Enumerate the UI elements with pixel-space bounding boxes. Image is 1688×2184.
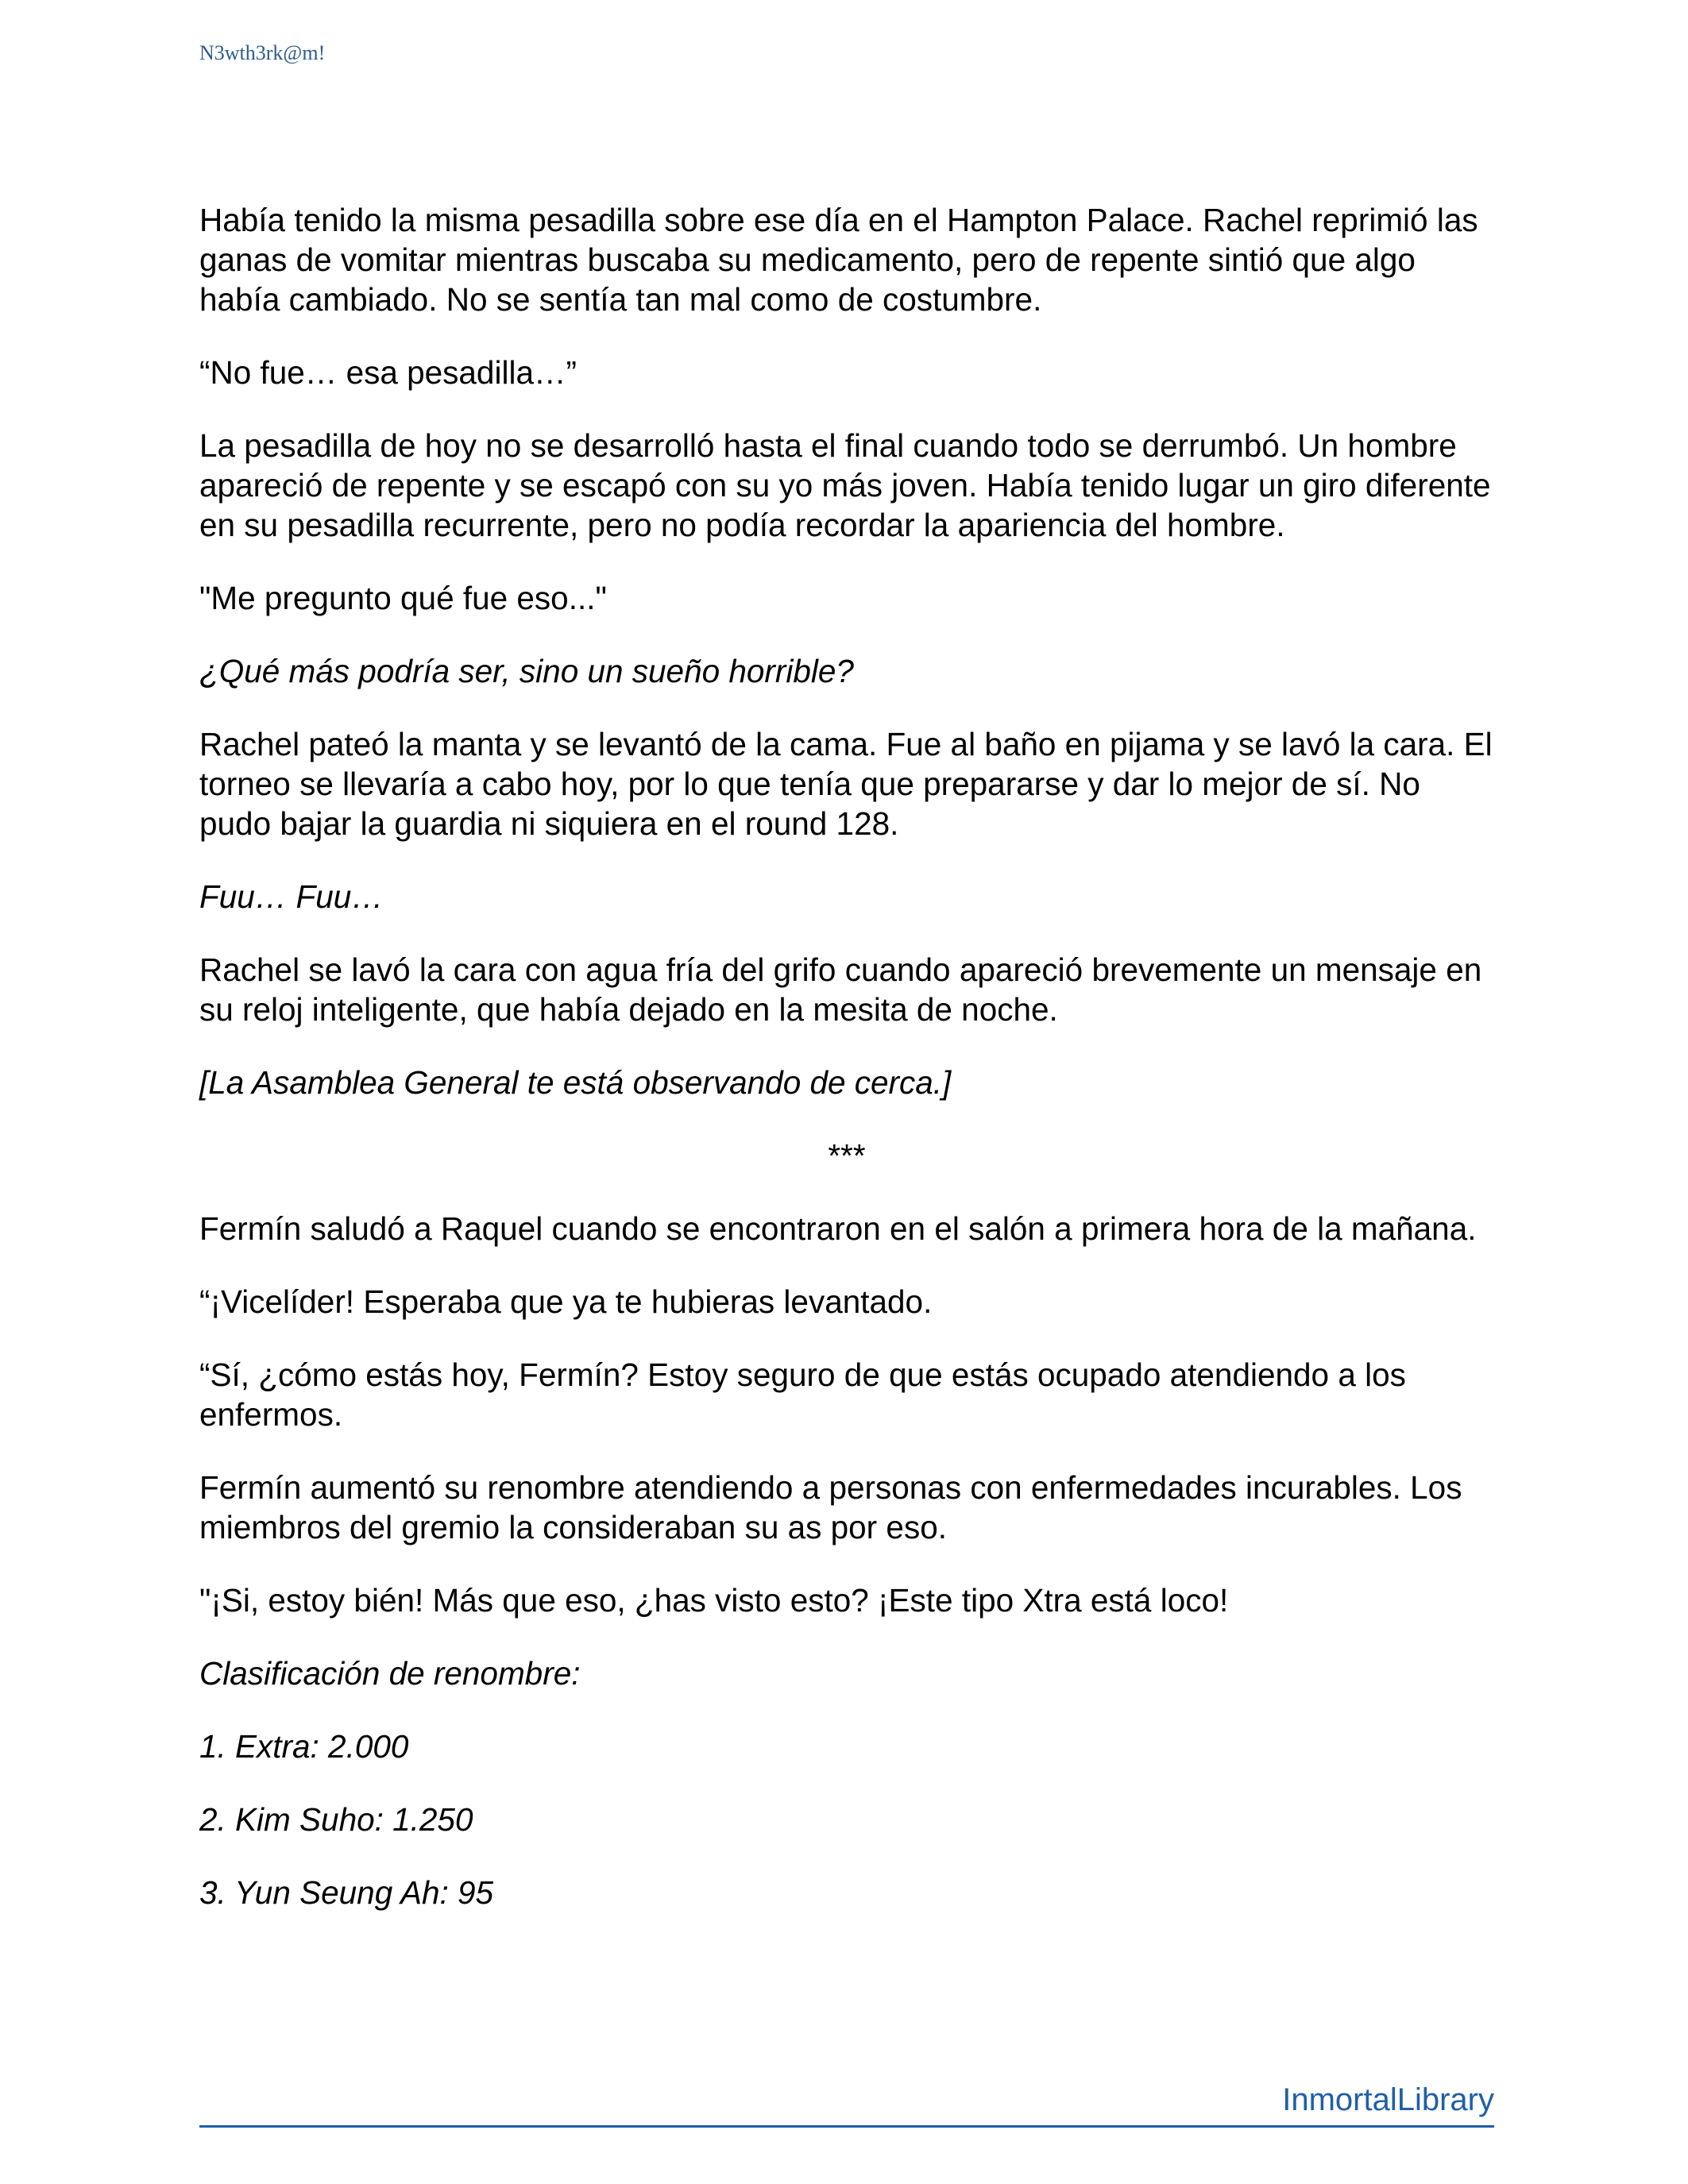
paragraph: Rachel se lavó la cara con agua fría del grifo cuando apareció brevemente un mensaje en su reloj inteligente, que había dejado en la mesita de noche. xyxy=(199,951,1482,1028)
ranking-item: 2. Kim Suho: 1.250 xyxy=(199,1801,473,1838)
paragraph: Fermín saludó a Raquel cuando se encontraron en el salón a primera hora de la mañana. xyxy=(199,1210,1477,1247)
paragraph: "¡Si, estoy bién! Más que eso, ¿has visto esto? ¡Este tipo Xtra está loco! xyxy=(199,1582,1229,1619)
paragraph: Rachel pateó la manta y se levantó de la cama. Fue al baño en pijama y se lavó la cara. El torneo se llevaría a cabo hoy, por lo que tenía que prepararse y dar lo mejor de sí. No pudo bajar la guardia ni siquiera en el round 128. xyxy=(199,726,1493,842)
paragraph-italic: Fuu… Fuu… xyxy=(199,878,384,915)
paragraph: “Sí, ¿cómo estás hoy, Fermín? Estoy seguro de que estás ocupado atendiendo a los enfermos. xyxy=(199,1356,1406,1433)
ranking-item: 3. Yun Seung Ah: 95 xyxy=(199,1874,494,1911)
paragraph: “No fue… esa pesadilla…” xyxy=(199,354,577,391)
ranking-heading: Clasificación de renombre: xyxy=(199,1655,581,1692)
footer-link[interactable]: InmortalLibrary xyxy=(1282,2082,1494,2117)
footer-rule xyxy=(199,2081,1494,2128)
paragraph: "Me pregunto qué fue eso..." xyxy=(199,580,607,616)
document-body xyxy=(199,200,1494,1946)
paragraph-italic: [La Asamblea General te está observando de cerca.] xyxy=(199,1064,952,1101)
paragraph: La pesadilla de hoy no se desarrolló hasta el final cuando todo se derrumbó. Un hombre apareció de repente y se escapó con su yo más joven. Había tenido lugar un giro diferente en su pesadilla recurrente, pero no podía recordar la apariencia del hombre. xyxy=(199,427,1491,543)
ranking-item: 1. Extra: 2.000 xyxy=(199,1728,409,1765)
paragraph: Fermín aumentó su renombre atendiendo a personas con enfermedades incurables. Los miembros del gremio la consideraban su as por eso. xyxy=(199,1469,1462,1545)
paragraph: Había tenido la misma pesadilla sobre ese día en el Hampton Palace. Rachel reprimió las ganas de vomitar mientras buscaba su medicamento, pero de repente sintió que algo había cambiado. No se sentía tan mal como de costumbre. xyxy=(199,202,1478,318)
paragraph-italic: ¿Qué más podría ser, sino un sueño horrible? xyxy=(199,653,854,689)
paragraph: “¡Vicelíder! Esperaba que ya te hubieras levantado. xyxy=(199,1283,933,1320)
header-watermark: N3wth3rk@m! xyxy=(199,41,326,64)
scene-break: *** xyxy=(828,1137,866,1174)
